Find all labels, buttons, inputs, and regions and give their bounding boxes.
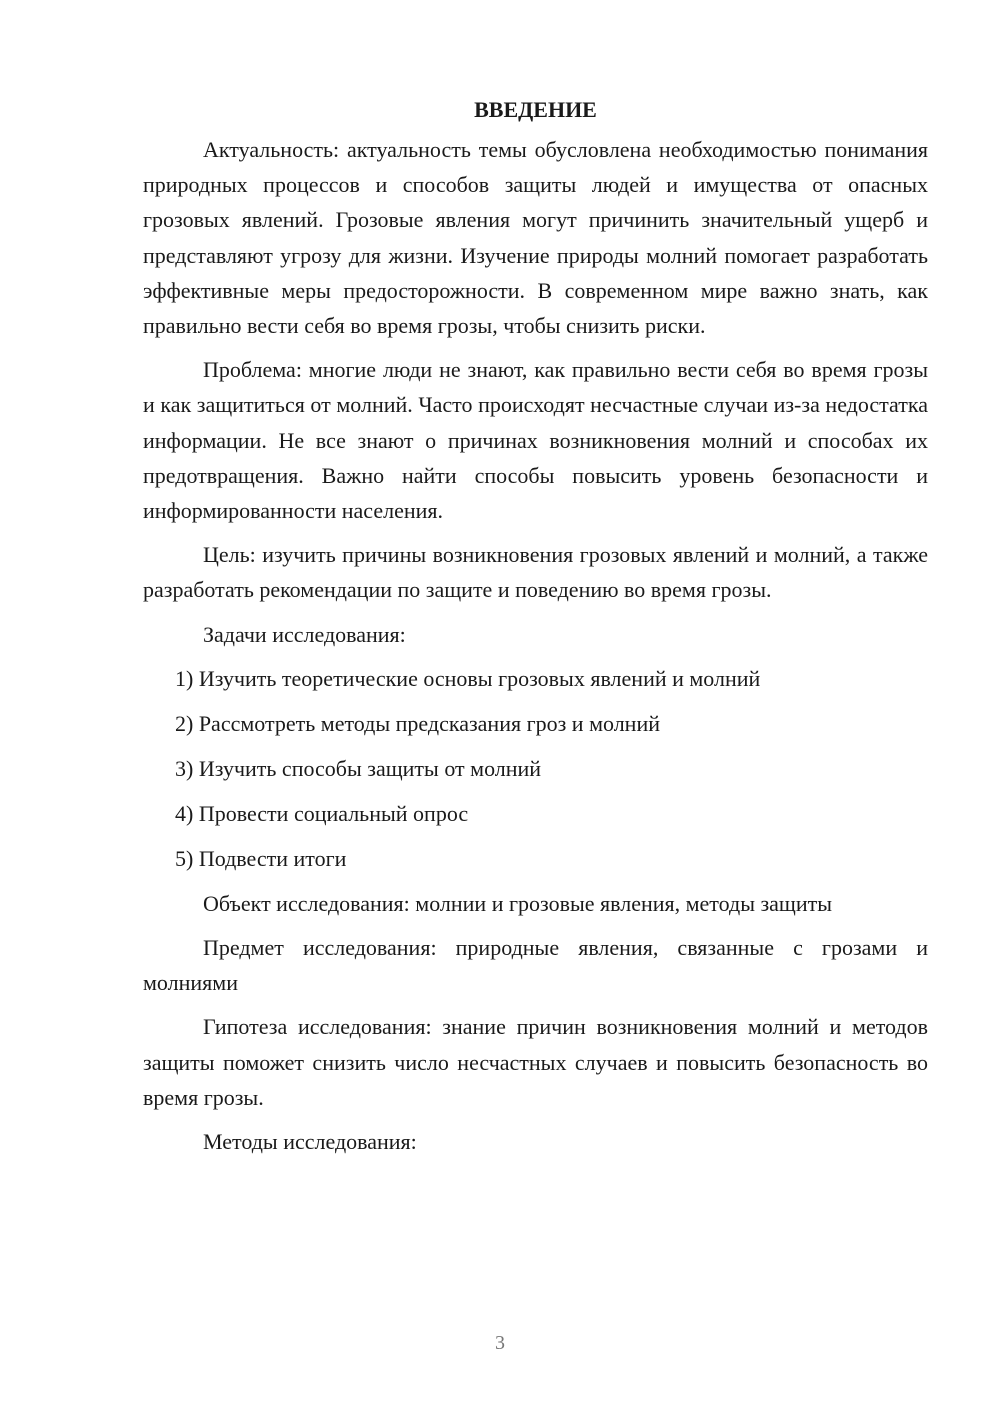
section-heading: ВВЕДЕНИЕ: [474, 97, 597, 122]
list-item: 1) Изучить теоретические основы грозовых явлений и молний: [175, 665, 761, 691]
list-item: 3) Изучить способы защиты от молний: [175, 755, 542, 781]
methods-title: Методы исследования:: [203, 1129, 417, 1155]
tasks-title: Задачи исследования:: [203, 621, 406, 647]
problem-paragraph: Проблема: многие люди не знают, как правильно вести себя во время грозы и как защититься от молний. Часто происходят несчастные случаи из-за недостатка информации. Не все знают о причинах возникновения молний и способах их предотвращения. Важно найти способы повысить уровень безопасности и информированности населения.: [143, 357, 928, 524]
list-item: 5) Подвести итоги: [175, 845, 347, 871]
hypothesis-paragraph: Гипотеза исследования: знание причин возникновения молний и методов защиты поможет снизить число несчастных случаев и повысить безопасность во время грозы.: [143, 1014, 928, 1110]
list-item: 2) Рассмотреть методы предсказания гроз и молний: [175, 710, 660, 736]
object-paragraph: Объект исследования: молнии и грозовые явления, методы защиты: [203, 890, 833, 916]
document-page: [143, 92, 928, 1168]
page-number: 3: [495, 1332, 505, 1354]
subject-paragraph: Предмет исследования: природные явления, связанные с грозами и молниями: [143, 935, 928, 996]
tasks-list: [143, 661, 928, 876]
list-item: 4) Провести социальный опрос: [175, 800, 469, 826]
relevance-paragraph: Актуальность: актуальность темы обусловлена необходимостью понимания природных процессов и способов защиты людей и имущества от опасных грозовых явлений. Грозовые явления могут причинить значительный ущерб и представляют угрозу для жизни. Изучение природы молний помогает разработать эффективные меры предосторожности. В современном мире важно знать, как правильно вести себя во время грозы, чтобы снизить риски.: [143, 137, 928, 339]
goal-paragraph: Цель: изучить причины возникновения грозовых явлений и молний, а также разработать рекомендации по защите и поведению во время грозы.: [143, 542, 928, 603]
